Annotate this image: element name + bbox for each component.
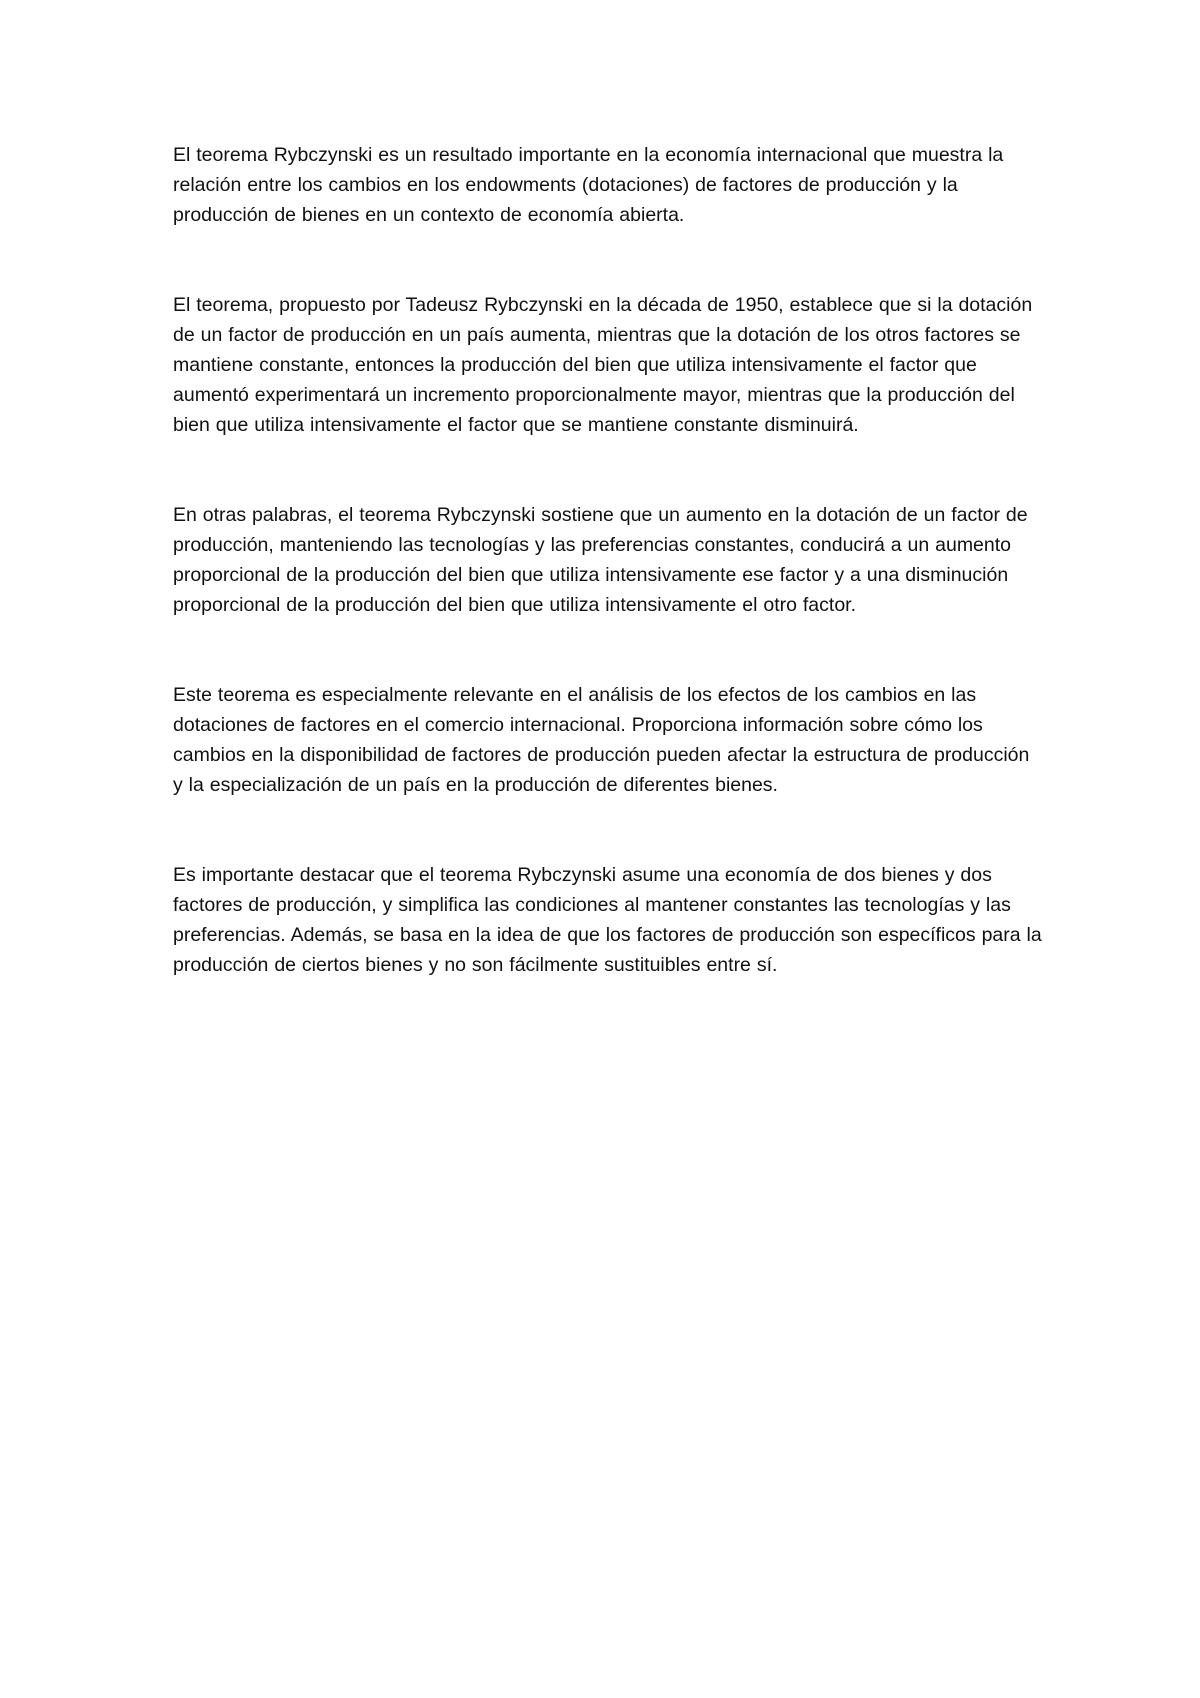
paragraph-2: El teorema, propuesto por Tadeusz Rybczynski en la década de 1950, establece que si la dotación de un factor de producción en un país aumenta, mientras que la dotación de los otros factores se mantiene constante, entonces la producción del bien que utiliza intensivamente el factor que aumentó experimentará un incremento proporcionalmente mayor, mientras que la producción del bien que utiliza intensivamente el factor que se mantiene constante disminuirá. (173, 294, 1033, 436)
paragraph-4: Este teorema es especialmente relevante en el análisis de los efectos de los cambios en las dotaciones de factores en el comercio internacional. Proporciona información sobre cómo los cambios en la disponibilidad de factores de producción pueden afectar la estructura de producción y la especialización de un país en la producción de diferentes bienes. (173, 684, 1030, 796)
paragraph-5: Es importante destacar que el teorema Rybczynski asume una economía de dos bienes y dos factores de producción, y simplifica las condiciones al mantener constantes las tecnologías y las preferencias. Además, se basa en la idea de que los factores de producción son específicos para la producción de ciertos bienes y no son fácilmente sustituibles entre sí. (173, 864, 1042, 976)
document-body (173, 140, 1043, 980)
paragraph-1: El teorema Rybczynski es un resultado importante en la economía internacional que muestra la relación entre los cambios en los endowments (dotaciones) de factores de producción y la producción de bienes en un contexto de economía abierta. (173, 144, 1004, 226)
paragraph-3: En otras palabras, el teorema Rybczynski sostiene que un aumento en la dotación de un factor de producción, manteniendo las tecnologías y las preferencias constantes, conducirá a un aumento proporcional de la producción del bien que utiliza intensivamente ese factor y a una disminución proporcional de la producción del bien que utiliza intensivamente el otro factor. (173, 504, 1028, 616)
